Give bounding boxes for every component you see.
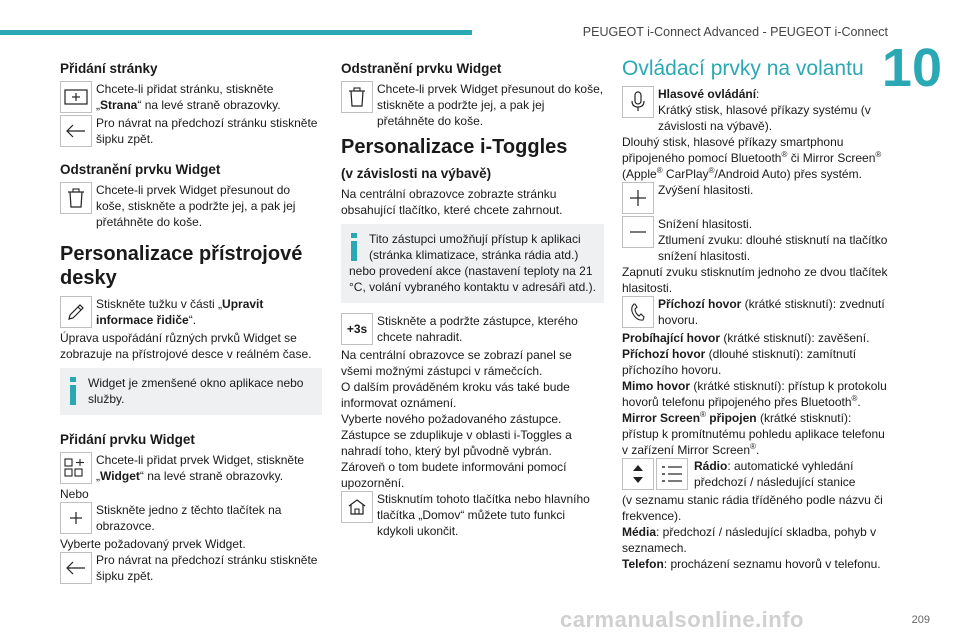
watermark: carmanualsonline.info	[560, 607, 804, 632]
instruction-row	[622, 182, 890, 216]
body-text: (v seznamu stanic rádia tříděného podle názvu či frekvence).	[622, 493, 883, 523]
body-text: Příchozí hovor (dlouhé stisknutí): zamítnutí příchozího hovoru.	[622, 347, 857, 377]
instruction-text: Snížení hlasitosti.	[658, 217, 753, 231]
instruction-text: Stiskněte tužku v části „Upravit informace řidiče“.	[96, 297, 264, 327]
instruction-row	[60, 81, 322, 115]
info-text: Widget je zmenšené okno aplikace nebo služby.	[88, 376, 304, 406]
page-header: PEUGEOT i-Connect Advanced - PEUGEOT i-Connect	[582, 25, 888, 39]
section-title: Odstranění prvku Widget	[341, 61, 502, 76]
phone-icon	[622, 296, 654, 328]
page-add-icon	[60, 81, 92, 113]
instruction-text: Stisknutím tohoto tlačítka nebo hlavního tlačítka „Domov“ můžete tuto funkci kdykoli ukončit.	[377, 492, 590, 538]
column-1	[60, 60, 322, 586]
body-text: Dlouhý stisk, hlasové příkazy smartphonu připojeného pomocí Bluetooth® či Mirror Screen® (Apple® CarPlay®/Android Auto) přes systém.	[622, 135, 882, 181]
instruction-row	[341, 313, 604, 347]
column-3	[622, 56, 890, 572]
body-text: Zástupce se zduplikuje v oblasti i-Toggles a nahradí toho, který byl původně vybrán.	[341, 428, 572, 458]
instruction-row	[60, 296, 322, 330]
info-icon	[68, 377, 78, 407]
instruction-text: Stiskněte a podržte zástupce, kterého chcete nahradit.	[377, 314, 578, 344]
page-number: 209	[911, 614, 930, 626]
body-text: Mimo hovor (krátké stisknutí): přístup k protokolu hovorů telefonu připojeného přes Bluetooth®.	[622, 379, 887, 409]
body-text: Vyberte požadovaný prvek Widget.	[60, 537, 246, 551]
instruction-row	[60, 452, 322, 486]
header-accent-bar	[0, 30, 472, 35]
pencil-icon	[60, 296, 92, 328]
home-icon	[341, 491, 373, 523]
instruction-text: Stiskněte jedno z těchto tlačítek na obrazovce.	[96, 503, 282, 533]
instruction-text: Příchozí hovor (krátké stisknutí): zvednutí hovoru.	[658, 297, 885, 327]
trash-icon	[60, 182, 92, 214]
section-subtitle: (v závislosti na výbavě)	[341, 166, 492, 181]
body-text: O dalším prováděném kroku vás také bude informovat oznámení.	[341, 380, 570, 410]
section-title: Ovládací prvky na volantu	[622, 57, 864, 80]
instruction-row	[341, 491, 604, 539]
instruction-text: Rádio: automatické vyhledání předchozí / následující stanice	[694, 459, 856, 489]
back-arrow-icon	[60, 552, 92, 584]
instruction-text: Pro návrat na předchozí stránku stiskněte šipku zpět.	[96, 553, 318, 583]
instruction-text: Chcete-li přidat stránku, stiskněte „Strana“ na levé straně obrazovky.	[96, 82, 281, 112]
instruction-text: Hlasové ovládání: Krátký stisk, hlasové příkazy systému (v závislosti na výbavě).	[658, 87, 871, 133]
instruction-row	[60, 182, 322, 230]
body-text: Vyberte nového požadovaného zástupce.	[341, 412, 562, 426]
body-text: Na centrální obrazovce se zobrazí panel se všemi možnými zástupci v rámečcích.	[341, 348, 572, 378]
instruction-row	[60, 552, 322, 586]
body-text: Média: předchozí / následující skladba, pohyb v seznamech.	[622, 525, 877, 555]
instruction-row	[622, 86, 890, 134]
body-text: Na centrální obrazovce zobrazte stránku obsahující tlačítko, které chcete zahrnout.	[341, 187, 563, 217]
info-box	[60, 368, 322, 415]
section-title: Odstranění prvku Widget	[60, 162, 221, 177]
instruction-text: Chcete-li přidat prvek Widget, stiskněte „Widget“ na levé straně obrazovky.	[96, 453, 305, 483]
section-title: Přidání prvku Widget	[60, 432, 195, 447]
body-text: Telefon: procházení seznamu hovorů v telefonu.	[622, 557, 881, 571]
instruction-text: Zvýšení hlasitosti.	[658, 183, 754, 197]
back-arrow-icon	[60, 115, 92, 147]
instruction-row	[60, 502, 322, 536]
long-press-label: +3s	[346, 322, 368, 336]
volume-up-icon	[622, 182, 654, 214]
long-press-icon	[341, 313, 373, 345]
body-text: Probíhající hovor (krátké stisknutí): zavěšení.	[622, 331, 870, 345]
body-text: Mirror Screen® připojen (krátké stisknutí): přístup k promítnutému pohledu aplikace telefonu v zařízení Mirror Screen®.	[622, 410, 885, 457]
instruction-row	[622, 458, 890, 492]
body-text: Zapnutí zvuku stisknutím jednoho ze dvou tlačítek hlasitosti.	[622, 265, 888, 295]
section-title: Personalizace přístrojové desky	[60, 243, 303, 289]
instruction-row	[622, 216, 890, 264]
scroll-buttons	[622, 458, 690, 492]
body-text: Úprava uspořádání různých prvků Widget se zobrazuje na přístrojové desce v reálném čase.	[60, 331, 312, 361]
instruction-row	[60, 115, 322, 149]
section-title: Personalizace i-Toggles	[341, 136, 568, 158]
section-title: Přidání stránky	[60, 61, 158, 76]
instruction-row	[341, 81, 604, 129]
plus-icon	[60, 502, 92, 534]
info-box	[341, 224, 604, 303]
instruction-text: Ztlumení zvuku: dlouhé stisknutí na tlačítko snížení hlasitosti.	[658, 233, 888, 263]
column-2	[341, 60, 604, 539]
instruction-row	[622, 296, 890, 330]
instruction-text: Pro návrat na předchozí stránku stiskněte šipku zpět.	[96, 116, 318, 146]
instruction-text: Chcete-li prvek Widget přesunout do koše, stiskněte a podržte jej, a pak jej přetáhněte do koše.	[377, 82, 604, 128]
microphone-icon	[622, 86, 654, 118]
widget-add-icon	[60, 452, 92, 484]
list-icon	[656, 458, 688, 490]
body-text: Zároveň o tom budete informováni pomocí upozornění.	[341, 460, 567, 490]
body-text: Nebo	[60, 487, 89, 501]
instruction-text: Chcete-li prvek Widget přesunout do koše, stiskněte a podržte jej, a pak jej přetáhněte do koše.	[96, 183, 296, 229]
volume-down-icon	[622, 216, 654, 248]
trash-icon	[341, 81, 373, 113]
up-down-arrows-icon	[622, 458, 654, 490]
info-icon	[349, 233, 359, 263]
chapter-number: 10	[881, 38, 942, 98]
info-text: Tito zástupci umožňují přístup k aplikaci (stránka klimatizace, stránka rádia atd.) nebo provedení akce (nastavení teploty na 21 °C, volání vybraného kontaktu v adresáři atd.).	[349, 232, 596, 294]
